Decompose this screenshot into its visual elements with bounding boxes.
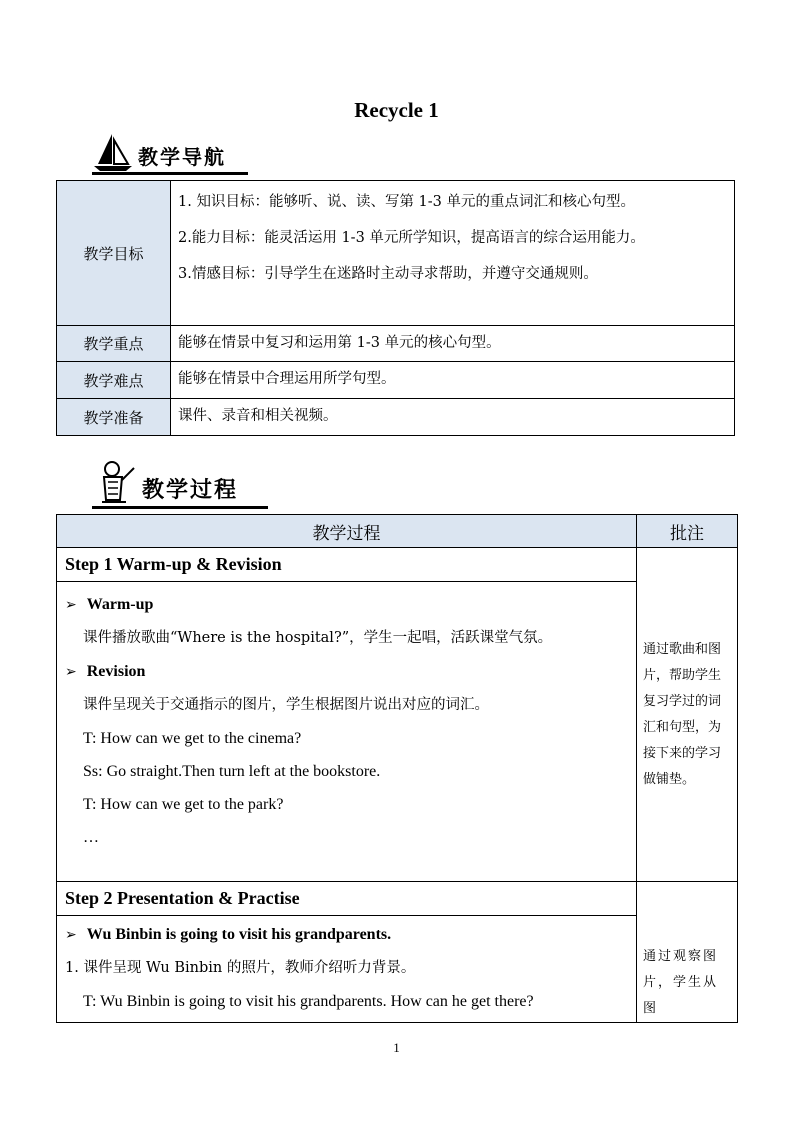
step2-title: Step 2 Presentation & Practise xyxy=(57,882,637,916)
step2-body xyxy=(57,916,637,1023)
step1-title-row xyxy=(57,548,738,582)
revision-text: 课件呈现关于交通指示的图片，学生根据图片说出对应的词汇。 xyxy=(83,697,489,713)
knowledge-objective: 1. 知识目标：能够听、说、读、写第 1-3 单元的重点词汇和核心句型。 xyxy=(178,194,636,210)
pencil-figure-icon xyxy=(92,460,138,506)
row-content xyxy=(171,181,735,326)
row-content: 课件、录音和相关视频。 xyxy=(171,399,735,436)
step1-body-row xyxy=(57,582,738,882)
row-content: 能够在情景中复习和运用第 1-3 单元的核心句型。 xyxy=(171,326,735,362)
revision-heading: ➢ Revision xyxy=(65,663,146,680)
row-label: 教学准备 xyxy=(57,399,171,436)
banner-underline xyxy=(92,172,248,175)
step2-note: 通过观察图片，学生从图 xyxy=(637,882,738,1023)
emotion-objective: 3.情感目标：引导学生在迷路时主动寻求帮助，并遵守交通规则。 xyxy=(178,266,598,282)
objectives-row xyxy=(57,181,735,326)
arrow-bullet-icon: ➢ xyxy=(65,664,77,680)
page-number: 1 xyxy=(393,1040,400,1055)
teaching-process-banner xyxy=(92,458,272,506)
dialogue-line: T: How can we get to the park? xyxy=(83,796,284,813)
row-content: 能够在情景中合理运用所学句型。 xyxy=(171,362,735,399)
ability-objective: 2.能力目标：能灵活运用 1-3 单元所学知识，提高语言的综合运用能力。 xyxy=(178,230,645,246)
dialogue-line: T: How can we get to the cinema? xyxy=(83,730,302,747)
banner-underline xyxy=(92,506,268,509)
step2-line: 1. 课件呈现 Wu Binbin 的照片，教师介绍听力背景。 xyxy=(65,960,416,976)
teaching-guide-banner-text: 教学导航 xyxy=(138,145,226,169)
teaching-process-banner-text: 教学过程 xyxy=(142,478,239,503)
sailboat-icon xyxy=(92,132,134,172)
step1-body xyxy=(57,582,637,882)
arrow-bullet-icon: ➢ xyxy=(65,597,77,613)
notes-column-header: 批注 xyxy=(637,515,738,548)
step1-note: 通过歌曲和图片，帮助学生复习学过的词汇和句型，为接下来的学习做铺垫。 xyxy=(637,548,738,882)
page-title: Recycle 1 xyxy=(354,98,439,122)
warmup-heading: ➢ Warm-up xyxy=(65,596,154,613)
difficulties-row xyxy=(57,362,735,399)
warmup-text: 课件播放歌曲“Where is the hospital?”，学生一起唱，活跃课堂气氛。 xyxy=(83,630,553,646)
row-label: 教学难点 xyxy=(57,362,171,399)
step2-line: T: Wu Binbin is going to visit his grandparents. How can he get there? xyxy=(83,993,534,1010)
step1-title: Step 1 Warm-up & Revision xyxy=(57,548,637,582)
process-table xyxy=(56,514,738,1023)
objectives-table xyxy=(56,180,735,436)
process-header-row xyxy=(57,515,738,548)
dialogue-line: Ss: Go straight.Then turn left at the bookstore. xyxy=(83,763,381,780)
step2-body-row xyxy=(57,916,738,1023)
step2-title-row xyxy=(57,882,738,916)
arrow-bullet-icon: ➢ xyxy=(65,927,77,943)
process-column-header: 教学过程 xyxy=(57,515,637,548)
teaching-guide-banner xyxy=(92,128,252,172)
row-label: 教学目标 xyxy=(57,181,171,326)
key-points-row xyxy=(57,326,735,362)
dialogue-line: … xyxy=(83,829,99,846)
row-label: 教学重点 xyxy=(57,326,171,362)
step2-heading: ➢ Wu Binbin is going to visit his grandparents. xyxy=(65,926,392,943)
preparation-row xyxy=(57,399,735,436)
